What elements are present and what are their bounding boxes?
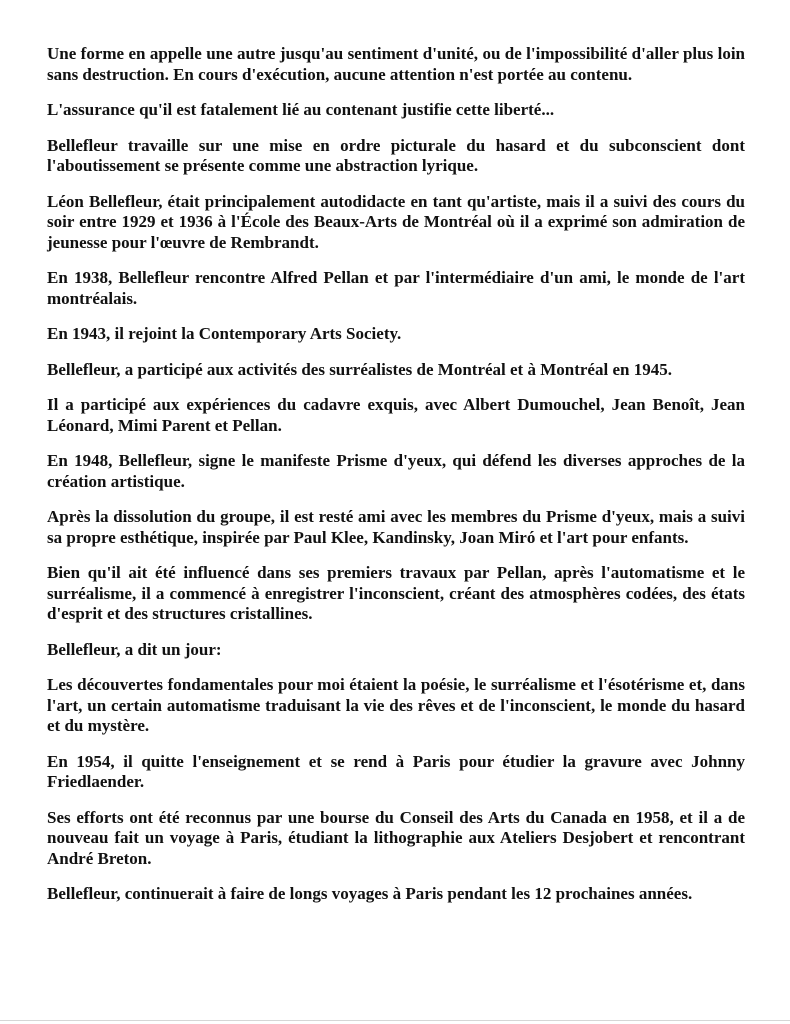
- paragraph-15: Ses efforts ont été reconnus par une bourse du Conseil des Arts du Canada en 1958, et il a de nouveau fait un voyage à Paris, étudiant la lithographie aux Ateliers Desjobert et rencontrant André Breton.: [47, 807, 745, 868]
- paragraph-16: Bellefleur, continuerait à faire de longs voyages à Paris pendant les 12 prochaines années.: [47, 884, 693, 903]
- paragraph-13: Les découvertes fondamentales pour moi étaient la poésie, le surréalisme et l'ésotérisme et, dans l'art, un certain automatisme traduisant la vie des rêves et de l'inconscient, le monde du hasard et du mystère.: [47, 675, 745, 735]
- paragraph-5: En 1938, Bellefleur rencontre Alfred Pellan et par l'intermédiaire d'un ami, le monde de l'art montréalais.: [47, 268, 745, 308]
- paragraph-2: L'assurance qu'il est fatalement lié au contenant justifie cette liberté...: [47, 100, 555, 119]
- paragraph-6: En 1943, il rejoint la Contemporary Arts Society.: [47, 324, 402, 343]
- paragraph-11: Bien qu'il ait été influencé dans ses premiers travaux par Pellan, après l'automatisme et le surréalisme, il a commencé à enregistrer l'inconscient, créant des atmosphères codées, des états d'esprit et des structures cristallines.: [47, 563, 745, 623]
- paragraph-3: Bellefleur travaille sur une mise en ordre picturale du hasard et du subconscient dont l'aboutissement se présente comme une abstraction lyrique.: [47, 135, 745, 175]
- paragraph-1: Une forme en appelle une autre jusqu'au sentiment d'unité, ou de l'impossibilité d'aller plus loin sans destruction. En cours d'exécution, aucune attention n'est portée au contenu.: [47, 44, 745, 84]
- paragraph-4: Léon Bellefleur, était principalement autodidacte en tant qu'artiste, mais il a suivi des cours du soir entre 1929 et 1936 à l'École des Beaux-Arts de Montréal où il a exprimé son admiration de jeunesse pour l'œuvre de Rembrandt.: [47, 191, 745, 252]
- paragraph-9: En 1948, Bellefleur, signe le manifeste Prisme d'yeux, qui défend les diverses approches de la création artistique.: [47, 451, 745, 491]
- paragraph-12: Bellefleur, a dit un jour:: [47, 639, 222, 659]
- paragraph-14: En 1954, il quitte l'enseignement et se rend à Paris pour étudier la gravure avec Johnny Friedlaender.: [47, 751, 745, 791]
- document-page: [47, 44, 745, 920]
- page-bottom-edge: [0, 1020, 790, 1021]
- paragraph-8: Il a participé aux expériences du cadavre exquis, avec Albert Dumouchel, Jean Benoît, Jean Léonard, Mimi Parent et Pellan.: [47, 395, 745, 435]
- paragraph-7: Bellefleur, a participé aux activités des surréalistes de Montréal et à Montréal en 1945.: [47, 359, 672, 379]
- paragraph-10: Après la dissolution du groupe, il est resté ami avec les membres du Prisme d'yeux, mais a suivi sa propre esthétique, inspirée par Paul Klee, Kandinsky, Joan Miró et l'art pour enfants.: [47, 507, 745, 547]
